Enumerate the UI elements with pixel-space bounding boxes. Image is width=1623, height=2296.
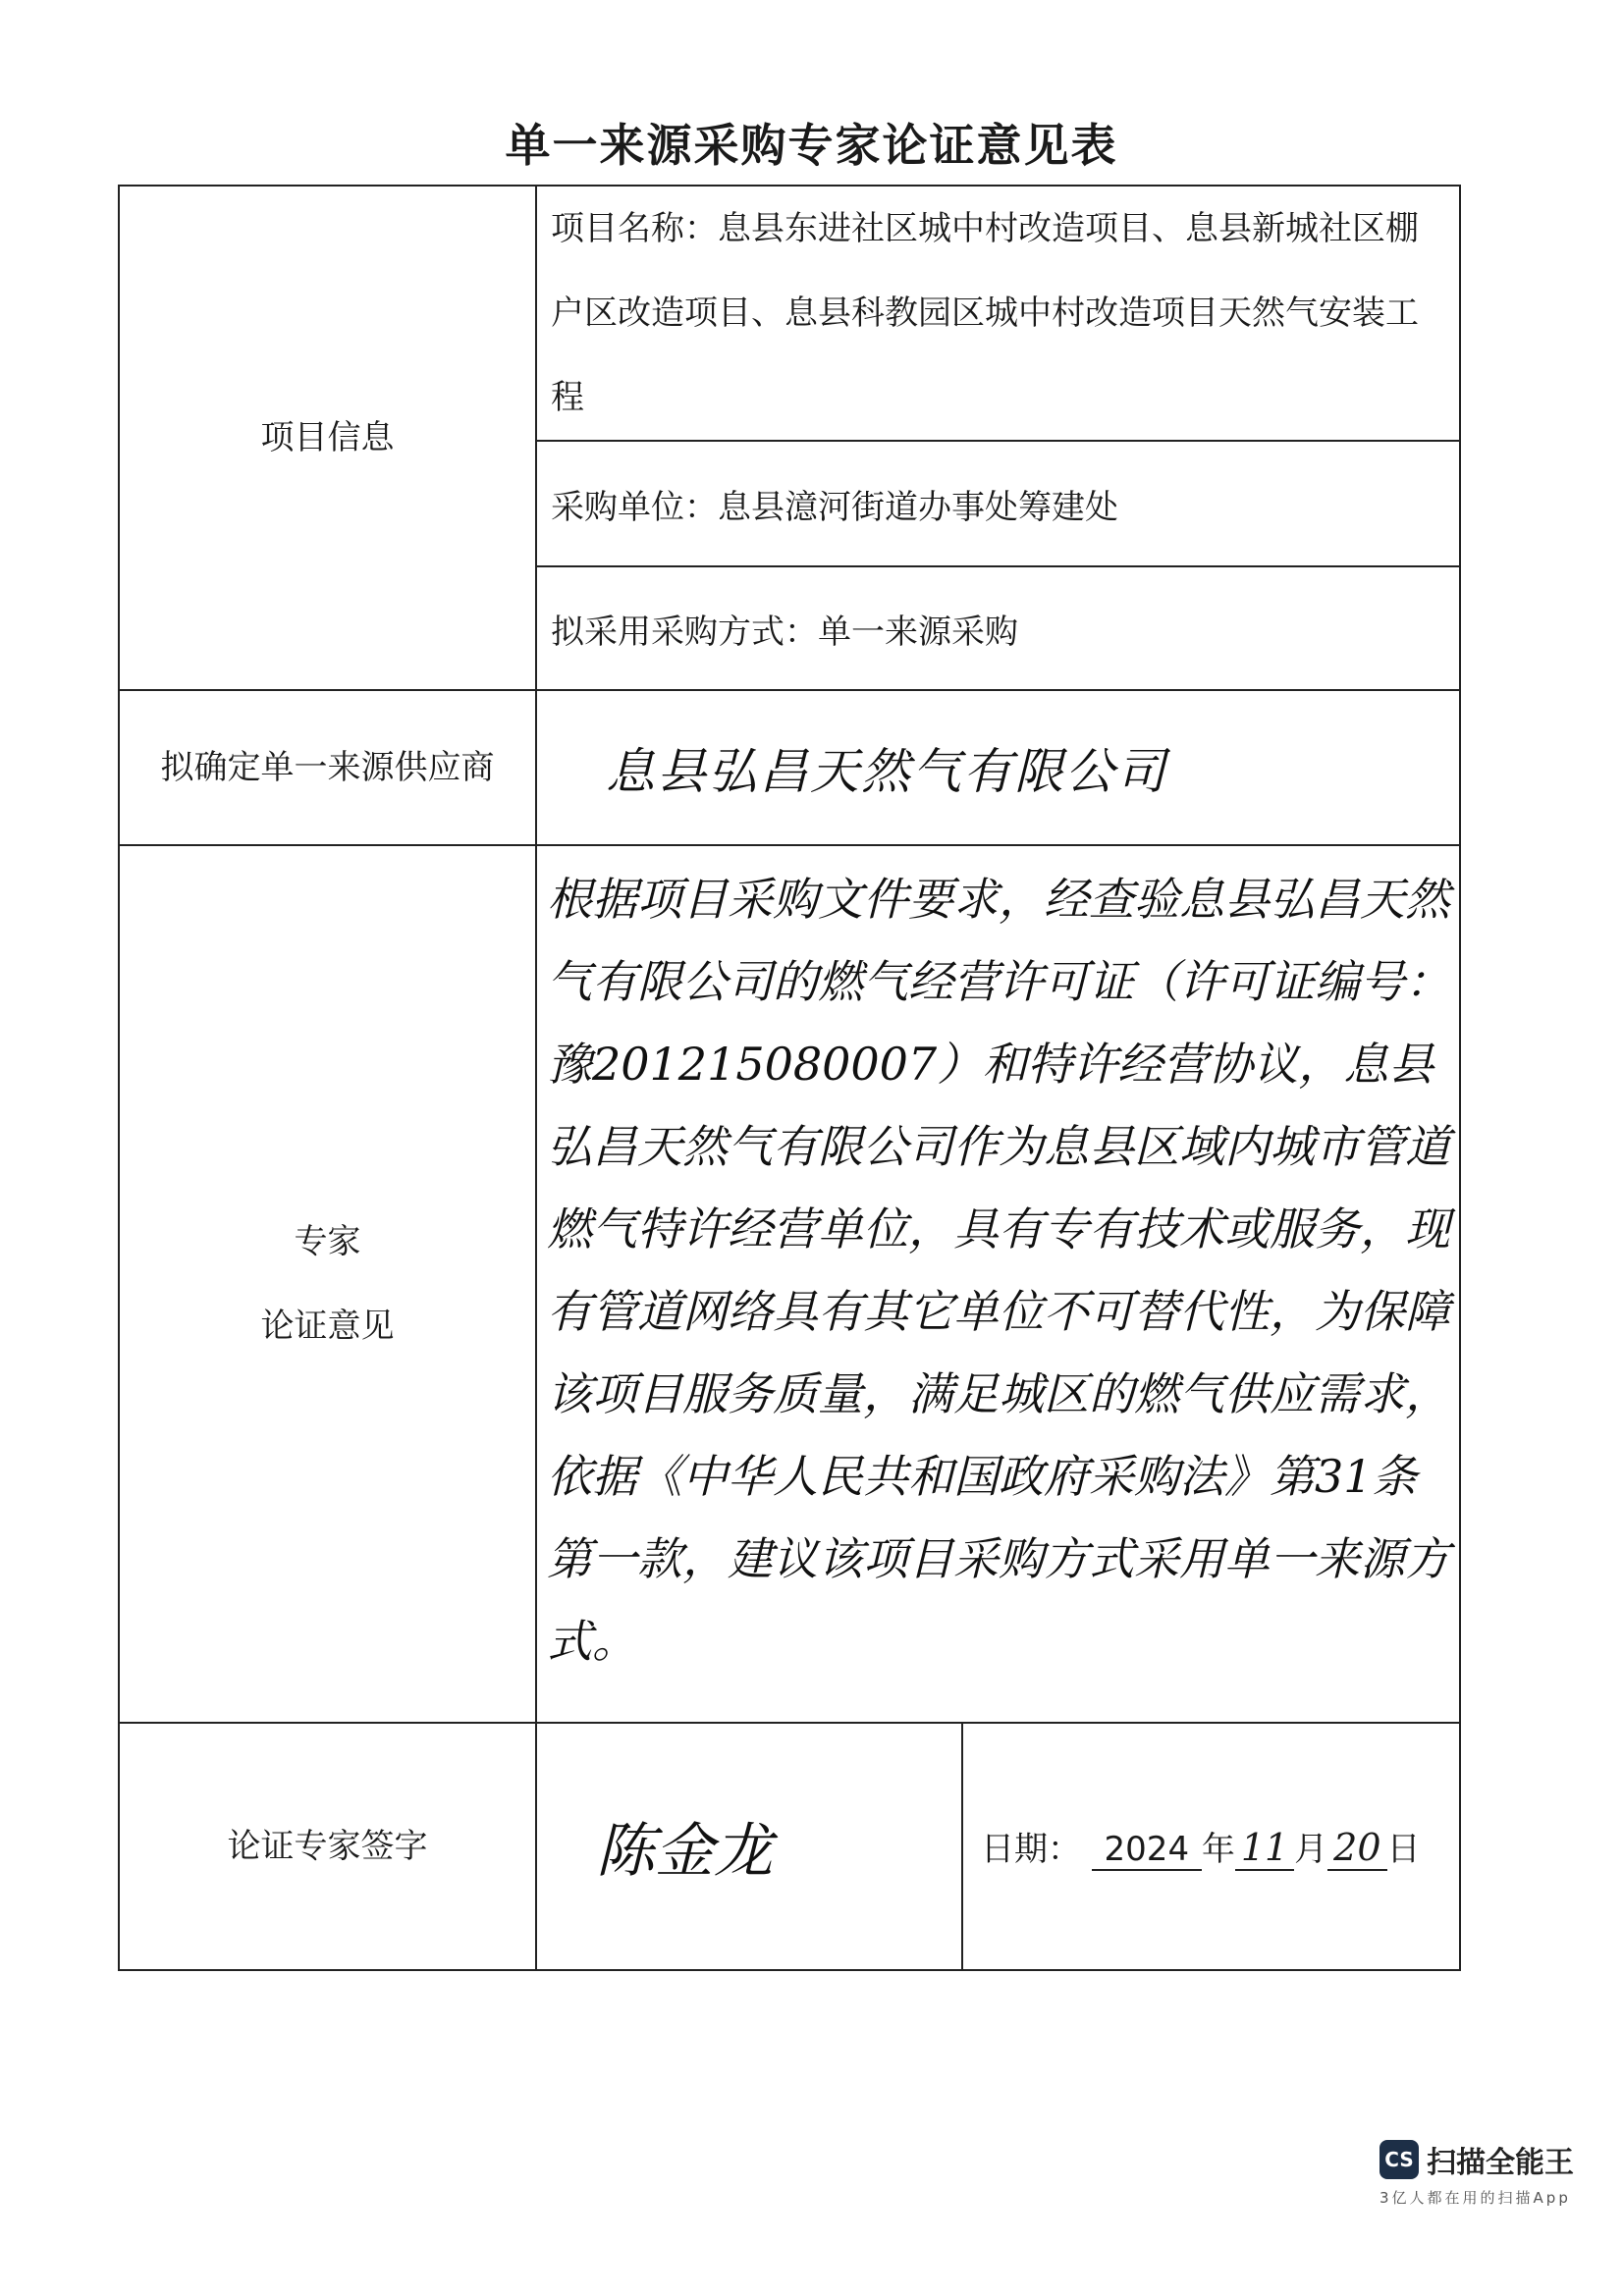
signature-value: 陈金龙	[536, 1723, 962, 1970]
date-month: 11	[1235, 1826, 1294, 1871]
supplier-value: 息县弘昌天然气有限公司	[536, 690, 1460, 845]
date-label: 日期：	[981, 1830, 1081, 1869]
opinion-label-line2: 论证意见	[260, 1307, 395, 1346]
camscanner-logo-icon: CS	[1380, 2140, 1419, 2179]
date-year: 2024	[1092, 1830, 1202, 1871]
opinion-label	[119, 845, 536, 1723]
camscanner-watermark	[1380, 2138, 1596, 2208]
signature-label: 论证专家签字	[119, 1723, 536, 1970]
watermark-tagline: 3亿人都在用的扫描App	[1380, 2189, 1571, 2207]
project-name: 项目名称：息县东进社区城中村改造项目、息县新城社区棚户区改造项目、息县科教园区城中村改造项目天然气安装工程	[536, 186, 1460, 441]
page-title: 单一来源采购专家论证意见表	[505, 119, 1118, 172]
supplier-label: 拟确定单一来源供应商	[119, 690, 536, 845]
date-day: 20	[1327, 1826, 1386, 1871]
date-year-unit: 年	[1201, 1830, 1235, 1869]
date-day-unit: 日	[1386, 1830, 1421, 1869]
project-info-label: 项目信息	[119, 186, 536, 690]
expert-opinion-table	[118, 185, 1461, 1971]
date-field	[962, 1723, 1460, 1970]
opinion-text: 根据项目采购文件要求，经查验息县弘昌天然气有限公司的燃气经营许可证（许可证编号：豫201215080007）和特许经营协议，息县弘昌天然气有限公司作为息县区域内城市管道燃气特许经营单位，具有专有技术或服务，现有管道网络具有其它单位不可替代性，为保障该项目服务质量，满足城区的燃气供应需求，依据《中华人民共和国政府采购法》第31条第一款，建议该项目采购方式采用单一来源方式。	[536, 845, 1460, 1723]
purchaser: 采购单位：息县澺河街道办事处筹建处	[536, 441, 1460, 566]
opinion-label-line1: 专家	[294, 1222, 361, 1261]
date-month-unit: 月	[1294, 1830, 1328, 1869]
watermark-name: 扫描全能王	[1427, 2146, 1574, 2180]
procurement-method: 拟采用采购方式：单一来源采购	[536, 566, 1460, 690]
